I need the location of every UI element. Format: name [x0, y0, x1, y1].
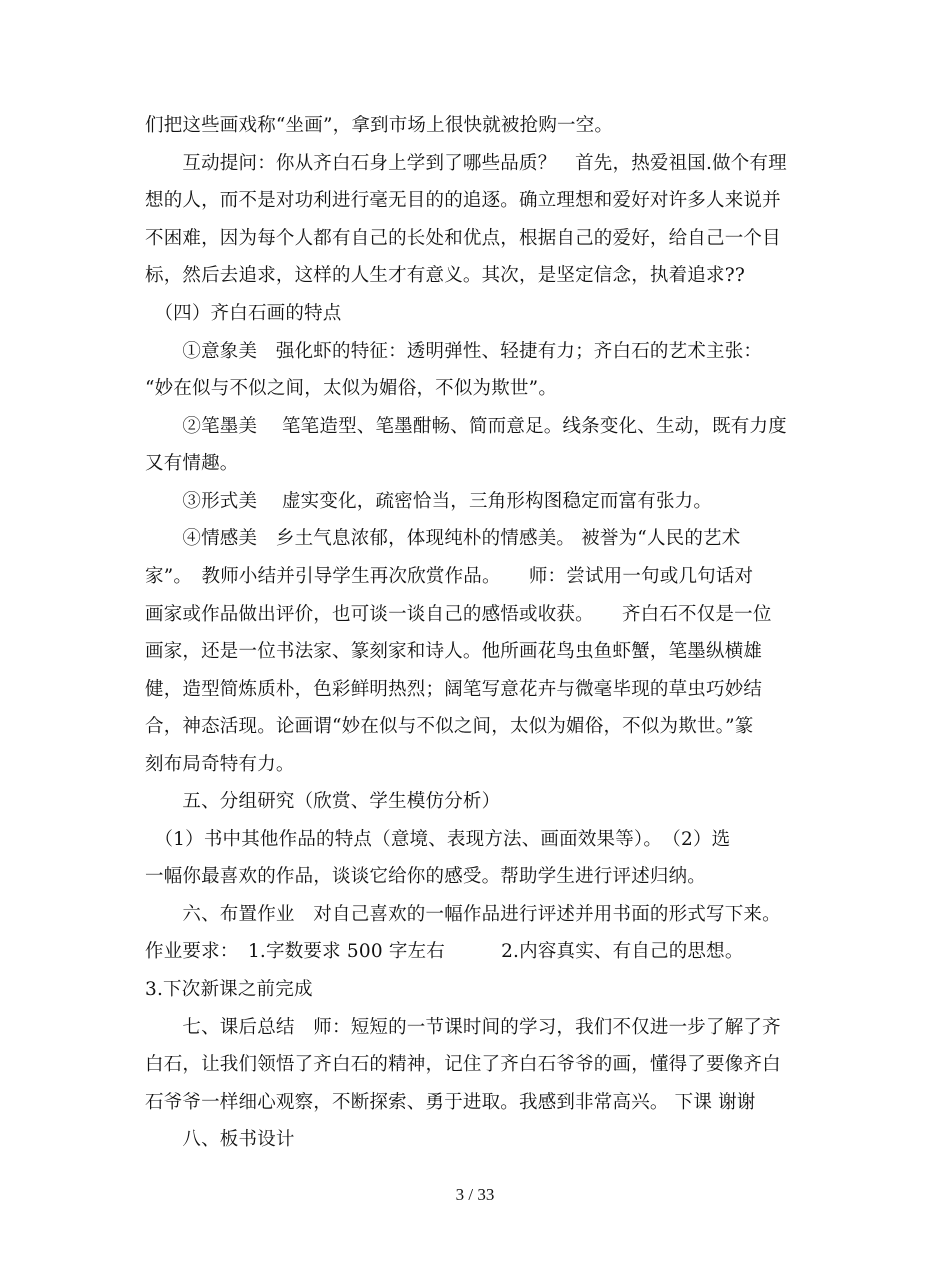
page-number: 3 / 33 [455, 1185, 495, 1204]
section-heading: 八、板书设计 [145, 1129, 295, 1150]
section-heading: 六、布置作业 对自己喜欢的一幅作品进行评述并用书面的形式写下来。 [145, 904, 781, 925]
text-line: ④情感美 乡土气息浓郁，体现纯朴的情感美。 被誉为“人民的艺术 [145, 528, 741, 549]
text-line: 互动提问：你从齐白石身上学到了哪些品质？ 首先，热爱祖国.做个有理 [145, 153, 787, 174]
text-line: 们把这些画戏称“坐画”，拿到市场上很快就被抢购一空。 [145, 115, 614, 136]
text-line: 想的人，而不是对功利进行毫无目的的追逐。确立理想和爱好对许多人来说并 [145, 190, 781, 211]
text-line: “妙在似与不似之间，太似为媚俗，不似为欺世”。 [145, 378, 558, 399]
text-line: 家”。 教师小结并引导学生再次欣赏作品。 师：尝试用一句或几句话对 [145, 566, 754, 587]
text-line: 石爷爷一样细心观察，不断探索、勇于进取。我感到非常高兴。 下课 谢谢 [145, 1092, 756, 1113]
text-line: 白石，让我们领悟了齐白石的精神，记住了齐白石爷爷的画，懂得了要像齐白 [145, 1054, 781, 1075]
text-line: ①意象美 强化虾的特征：透明弹性、轻捷有力；齐白石的艺术主张： [145, 341, 763, 362]
text-line: ③形式美 虚实变化，疏密恰当，三角形构图稳定而富有张力。 [145, 491, 713, 512]
text-line: 3.下次新课之前完成 [145, 979, 313, 1000]
text-line: 刻布局奇特有力。 [145, 754, 295, 775]
section-heading: （四）齐白石画的特点 [145, 303, 342, 324]
section-heading: 七、课后总结 师：短短的一节课时间的学习，我们不仅进一步了解了齐 [145, 1017, 781, 1038]
text-line: 画家或作品做出评价，也可谈一谈自己的感悟或收获。 齐白石不仅是一位 [145, 604, 772, 625]
text-line: （1）书中其他作品的特点（意境、表现方法、画面效果等）。 （2）选 [145, 829, 731, 850]
text-line: 合，神态活现。论画谓“妙在似与不似之间，太似为媚俗，不似为欺世。”篆 [145, 716, 754, 737]
text-line: 作业要求： 1.字数要求 500 字左右 2.内容真实、有自己的思想。 [145, 941, 744, 962]
text-line: 画家，还是一位书法家、篆刻家和诗人。他所画花鸟虫鱼虾蟹，笔墨纵横雄 [145, 641, 763, 662]
text-line: 健，造型简炼质朴，色彩鲜明热烈；阔笔写意花卉与微毫毕现的草虫巧妙结 [145, 679, 763, 700]
text-line: 标，然后去追求，这样的人生才有意义。其次，是坚定信念，执着追求?? [145, 265, 745, 286]
text-line: ②笔墨美 笔笔造型、笔墨酣畅、简而意足。线条变化、生动，既有力度 [145, 416, 787, 437]
section-heading: 五、分组研究（欣赏、学生模仿分析） [145, 791, 501, 812]
text-line: 不困难，因为每个人都有自己的长处和优点，根据自己的爱好，给自己一个目 [145, 228, 781, 249]
text-line: 又有情趣。 [145, 453, 239, 474]
text-line: 一幅你最喜欢的作品，谈谈它给你的感受。帮助学生进行评述归纳。 [145, 866, 707, 887]
